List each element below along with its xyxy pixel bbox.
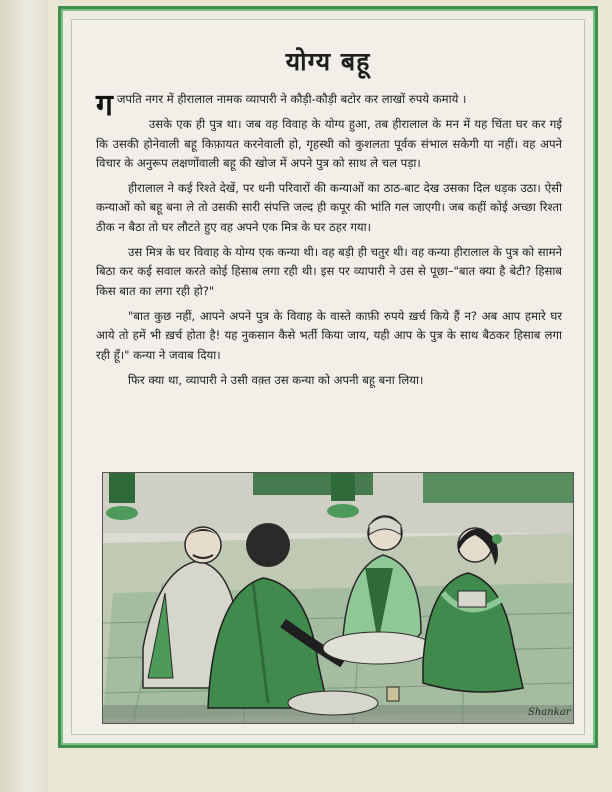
story-paragraph: हीरालाल ने कई रिश्ते देखें, पर धनी परिवारों की कन्याओं का ठाठ-बाट देख उसका दिल धड़क उठा। ऐसी कन्याओं को बहू बना ले तो उसकी सारी संपत्ति जल्द ही कपूर की भांति गल जाएगी। जब कहीं कोई अच्छा रिश्ता ठीक न बैठा तो घर लौटते हुए वह अपने एक मित्र के घर ठहर गया।	[96, 181, 562, 234]
story-title: योग्य बहू	[285, 47, 371, 76]
pillar-left	[106, 473, 138, 520]
story-paragraph: "बात कुछ नहीं, आपने अपने पुत्र के विवाह के वास्ते काफ़ी रुपये ख़र्च किये हैं न? अब आप हमारे घर आये तो हमें भी ख़र्च होता है! यह नुकसान कैसे भर्ती किया जाय, यही आप के पुत्र के साथ बैठकर हिसाब लगा रही हूँ।" कन्या ने जवाब दिया।	[96, 308, 562, 362]
drop-cap: ग	[96, 88, 113, 123]
brass-pot	[387, 687, 399, 701]
story-paragraph: उसके एक ही पुत्र था। जब वह विवाह के योग्य हुआ, तब हीरालाल के मन में यह चिंता घर कर गई कि उसकी होनेवाली बहू किफ़ायत करनेवाली हो, गृहस्थी को कुशलता पूर्वक संभाल सकेगी या नहीं। वह अपने विचार के अनुरूप लक्षणोंवाली बहू की खोज में अपने पुत्र को साथ ले चल पड़ा।	[96, 117, 562, 170]
page-content	[71, 19, 585, 735]
page-frame	[58, 6, 598, 748]
artist-signature: Shankar	[528, 707, 571, 718]
page-edge	[0, 0, 48, 792]
paragraph-text: जपति नगर में हीरालाल नामक व्यापारी ने कौड़ी-कौड़ी बटोर कर लाखों रुपये कमाये ।	[116, 92, 467, 106]
illustration-drawing	[103, 473, 573, 723]
story-illustration	[102, 472, 574, 724]
story-paragraph: उस मित्र के घर विवाह के योग्य एक कन्या थी। वह बड़ी ही चतुर थी। वह कन्या हीरालाल के पुत्र को सामने बिठा कर कई सवाल करते कोई हिसाब लगा रही थी। इस पर व्यापारी ने उस से पूछा–"बात क्या है बेटी? हिसाब किस बात का लगा रही हो?"	[96, 245, 562, 298]
story-paragraph: फिर क्या था, व्यापारी ने उसी वक़्त उस कन्या को अपनी बहू बना लिया।	[128, 372, 424, 387]
story-paragraph	[96, 88, 562, 123]
story-body	[96, 90, 562, 396]
pillar-mid	[327, 473, 359, 518]
